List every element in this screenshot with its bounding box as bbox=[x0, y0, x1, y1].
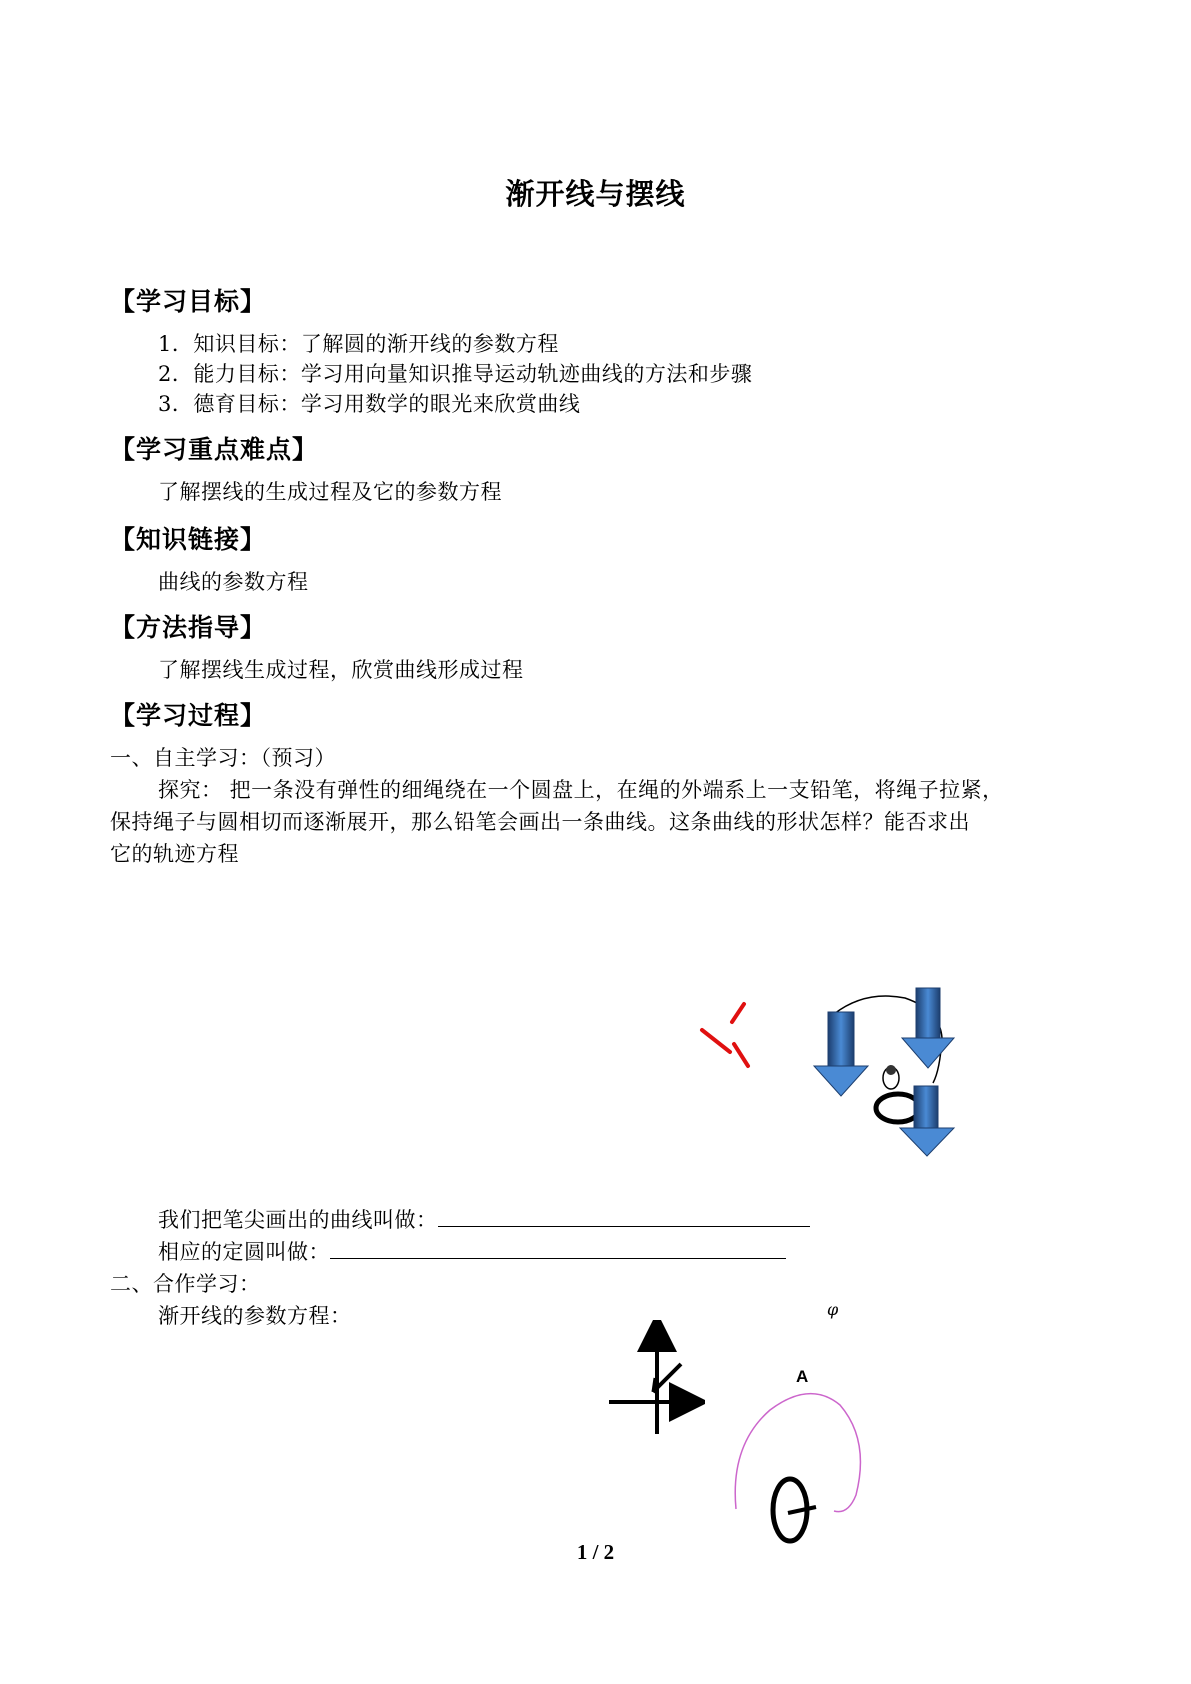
param-equation-label: 渐开线的参数方程： bbox=[158, 1304, 352, 1328]
blank-line-circle bbox=[158, 1236, 786, 1266]
phi-symbol: φ bbox=[827, 1300, 839, 1319]
explore-line-3: 它的轨迹方程 bbox=[110, 842, 239, 866]
goal-item-3: 3．德育目标：学习用数学的眼光来欣赏曲线 bbox=[158, 392, 581, 416]
blank1-field[interactable] bbox=[438, 1206, 810, 1227]
blank-line-curve bbox=[158, 1204, 810, 1234]
goal-item-1: 1．知识目标：了解圆的渐开线的参数方程 bbox=[158, 332, 559, 356]
section-heading-key-points: 【学习重点难点】 bbox=[110, 435, 319, 464]
axes-figure bbox=[605, 1320, 705, 1440]
blank2-field[interactable] bbox=[330, 1238, 786, 1259]
goal-item-2: 2．能力目标：学习用向量知识推导运动轨迹曲线的方法和步骤 bbox=[158, 362, 753, 386]
links-text: 曲线的参数方程 bbox=[158, 570, 309, 594]
blank1-label: 我们把笔尖画出的曲线叫做： bbox=[158, 1208, 438, 1232]
section-heading-method: 【方法指导】 bbox=[110, 613, 267, 642]
part1-title: 一、自主学习：（预习） bbox=[110, 746, 336, 770]
arrow-down-icon bbox=[814, 1012, 868, 1096]
pencil-icon bbox=[883, 1065, 899, 1089]
page-number: 1 / 2 bbox=[576, 1540, 615, 1564]
section-heading-goals: 【学习目标】 bbox=[110, 287, 267, 316]
page-title: 渐开线与摆线 bbox=[505, 177, 686, 211]
involute-curve bbox=[735, 1394, 860, 1512]
part2-title: 二、合作学习： bbox=[110, 1272, 261, 1296]
section-heading-links: 【知识链接】 bbox=[110, 525, 267, 554]
blank2-label: 相应的定圆叫做： bbox=[158, 1240, 330, 1264]
section-heading-process: 【学习过程】 bbox=[110, 701, 267, 730]
unwinding-figure bbox=[690, 980, 990, 1160]
key-points-text: 了解摆线的生成过程及它的参数方程 bbox=[158, 480, 502, 504]
method-text: 了解摆线生成过程，欣赏曲线形成过程 bbox=[158, 658, 524, 682]
explore-line-1: 探究： 把一条没有弹性的细绳绕在一个圆盘上，在绳的外端系上一支铅笔，将绳子拉紧， bbox=[158, 778, 1004, 802]
red-mark-icon bbox=[702, 1004, 748, 1066]
involute-figure bbox=[730, 1385, 880, 1555]
point-a-label: A bbox=[796, 1367, 809, 1386]
explore-line-2: 保持绳子与圆相切而逐渐展开，那么铅笔会画出一条曲线。这条曲线的形状怎样？能否求出 bbox=[110, 810, 970, 834]
disc-circle bbox=[876, 1094, 920, 1122]
